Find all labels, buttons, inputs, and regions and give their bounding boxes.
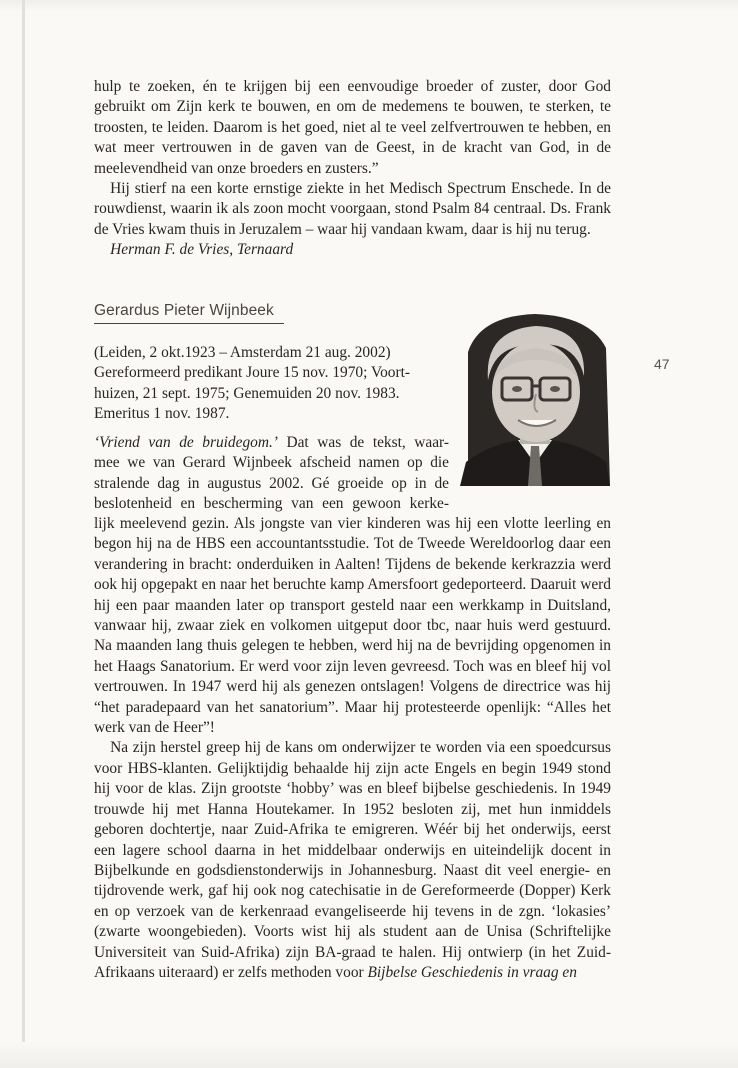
book-title: Bijbelse Geschiedenis in vraag en: [367, 963, 577, 981]
portrait-photo: [460, 312, 610, 486]
body-paragraph-1: lijk meelevend gezin. Als jongste van vier kinderen was hij een vlotte leerling en begon hij na de HBS een accountantsstudie. Tot de Tweede Wereldoorlog daar een verandering in bracht: onderduiken in Aalten! Tijdens de bekende kerkrazzia werd ook hij opgepakt en naar het beruchte kamp Amersfoort gedeporteerd. Daaruit werd hij een paar maanden later op transport gesteld naar een werkkamp in Duitsland, vanwaar hij, zwaar ziek en volkomen uitgeput door tbc, naar huis werd gestuurd. Na maanden lang thuis gelegen te hebben, werd hij na de bevrijding opgenomen in het Haags Sanatorium. Er werd voor zijn leven gevreesd. Toch was en bleef hij vol vertrouwen. In 1947 werd hij als genezen ontslagen! Volgens de directrice was hij “het paradepaard van het sanatorium”. Maar hij protesteerde openlijk: “Alles het werk van de Heer”!: [94, 515, 611, 737]
section-title-underline: [94, 323, 284, 324]
scan-edge-bottom: [0, 1042, 738, 1068]
page-number: 47: [654, 356, 670, 372]
section-title: Gerardus Pieter Wijnbeek: [94, 302, 274, 319]
intro-line: stralende dag in augustus 2002. Gé groeide op in de: [94, 474, 449, 492]
bio-line: (Leiden, 2 okt.1923 – Amsterdam 21 aug. 2002): [94, 344, 391, 361]
quote-title: ‘Vriend van de bruidegom.’: [94, 434, 278, 451]
obituary-body: [94, 514, 611, 983]
previous-paragraph-2: Hij stierf na een korte ernstige ziekte in het Medisch Spectrum Enschede. In de rouwdienst, waarin ik als zoon mocht voorgaan, stond Psalm 84 centraal. Ds. Frank de Vries kwam thuis in Jeruzalem – waar hij vandaan kwam, daar is hij nu terug.: [94, 180, 611, 238]
bio-line: Emeritus 1 nov. 1987.: [94, 405, 230, 423]
bio-line: huizen, 21 sept. 1975; Genemuiden 20 nov. 1983.: [94, 384, 400, 402]
bio-line: Gereformeerd predikant Joure 15 nov. 1970; Voort-: [94, 364, 410, 382]
biography-dates: [94, 343, 454, 425]
intro-line: beslotenheid en bescherming van een gewoon kerke-: [94, 495, 449, 513]
portrait-image: [460, 312, 610, 486]
intro-line: mee we van Gerard Wijnbeek afscheid namen op die: [94, 454, 449, 472]
intro-wrapped-text: [94, 433, 449, 515]
intro-line: ‘Vriend van de bruidegom.’ Dat was de tekst, waar-: [94, 434, 449, 451]
previous-obituary-text: [94, 77, 611, 261]
body-paragraph-2: Na zijn herstel greep hij de kans om onderwijzer te worden via een spoedcursus voor HBS-klanten. Gelijktijdig behaalde hij zijn acte Engels en begin 1949 stond hij voor de klas. Zijn grootste ‘hobby’ was en bleef bijbelse geschiedenis. In 1949 trouwde hij met Hanna Houtekamer. In 1952 besloten zij, met hun inmiddels geboren dochtertje, naar Zuid-Afrika te emigreren. Wéér bij het onderwijs, eerst een lagere school daarna in het middelbaar onderwijs en uiteindelijk docent in Bijbelkunde en godsdienstonderwijs in Johannesburg. Naast dit veel energie- en tijdrovende werk, gaf hij ook nog catechisatie in de Gereformeerde (Dopper) Kerk en op verzoek van de kerkenraad evangeliseerde hij tevens in de zgn. ‘lokasies’ (zwarte woongebieden). Voorts wist hij als student aan de Unisa (Schriftelijke Universiteit van Suid-Afrika) zijn BA-graad te halen. Hij ontwierp (in het Zuid-Afrikaans uiteraard) er zelfs methoden voor Bijbelse Geschiedenis in vraag en: [94, 739, 611, 981]
scan-edge-top: [0, 0, 738, 12]
previous-signature: Herman F. de Vries, Ternaard: [110, 241, 294, 259]
previous-paragraph-1: hulp te zoeken, én te krijgen bij een eenvoudige broeder of zuster, door God gebruikt om Zijn kerk te bouwen, en om de medemens te bouwen, te sterken, te troosten, te leiden. Daarom is het goed, niet al te veel zelfvertrouwen te hebben, en wat meer vertrouwen in de gaven van de Geest, in de kracht van God, in de meelevendheid van onze broeders en zusters.”: [94, 78, 611, 177]
scan-gutter: [22, 0, 25, 1068]
